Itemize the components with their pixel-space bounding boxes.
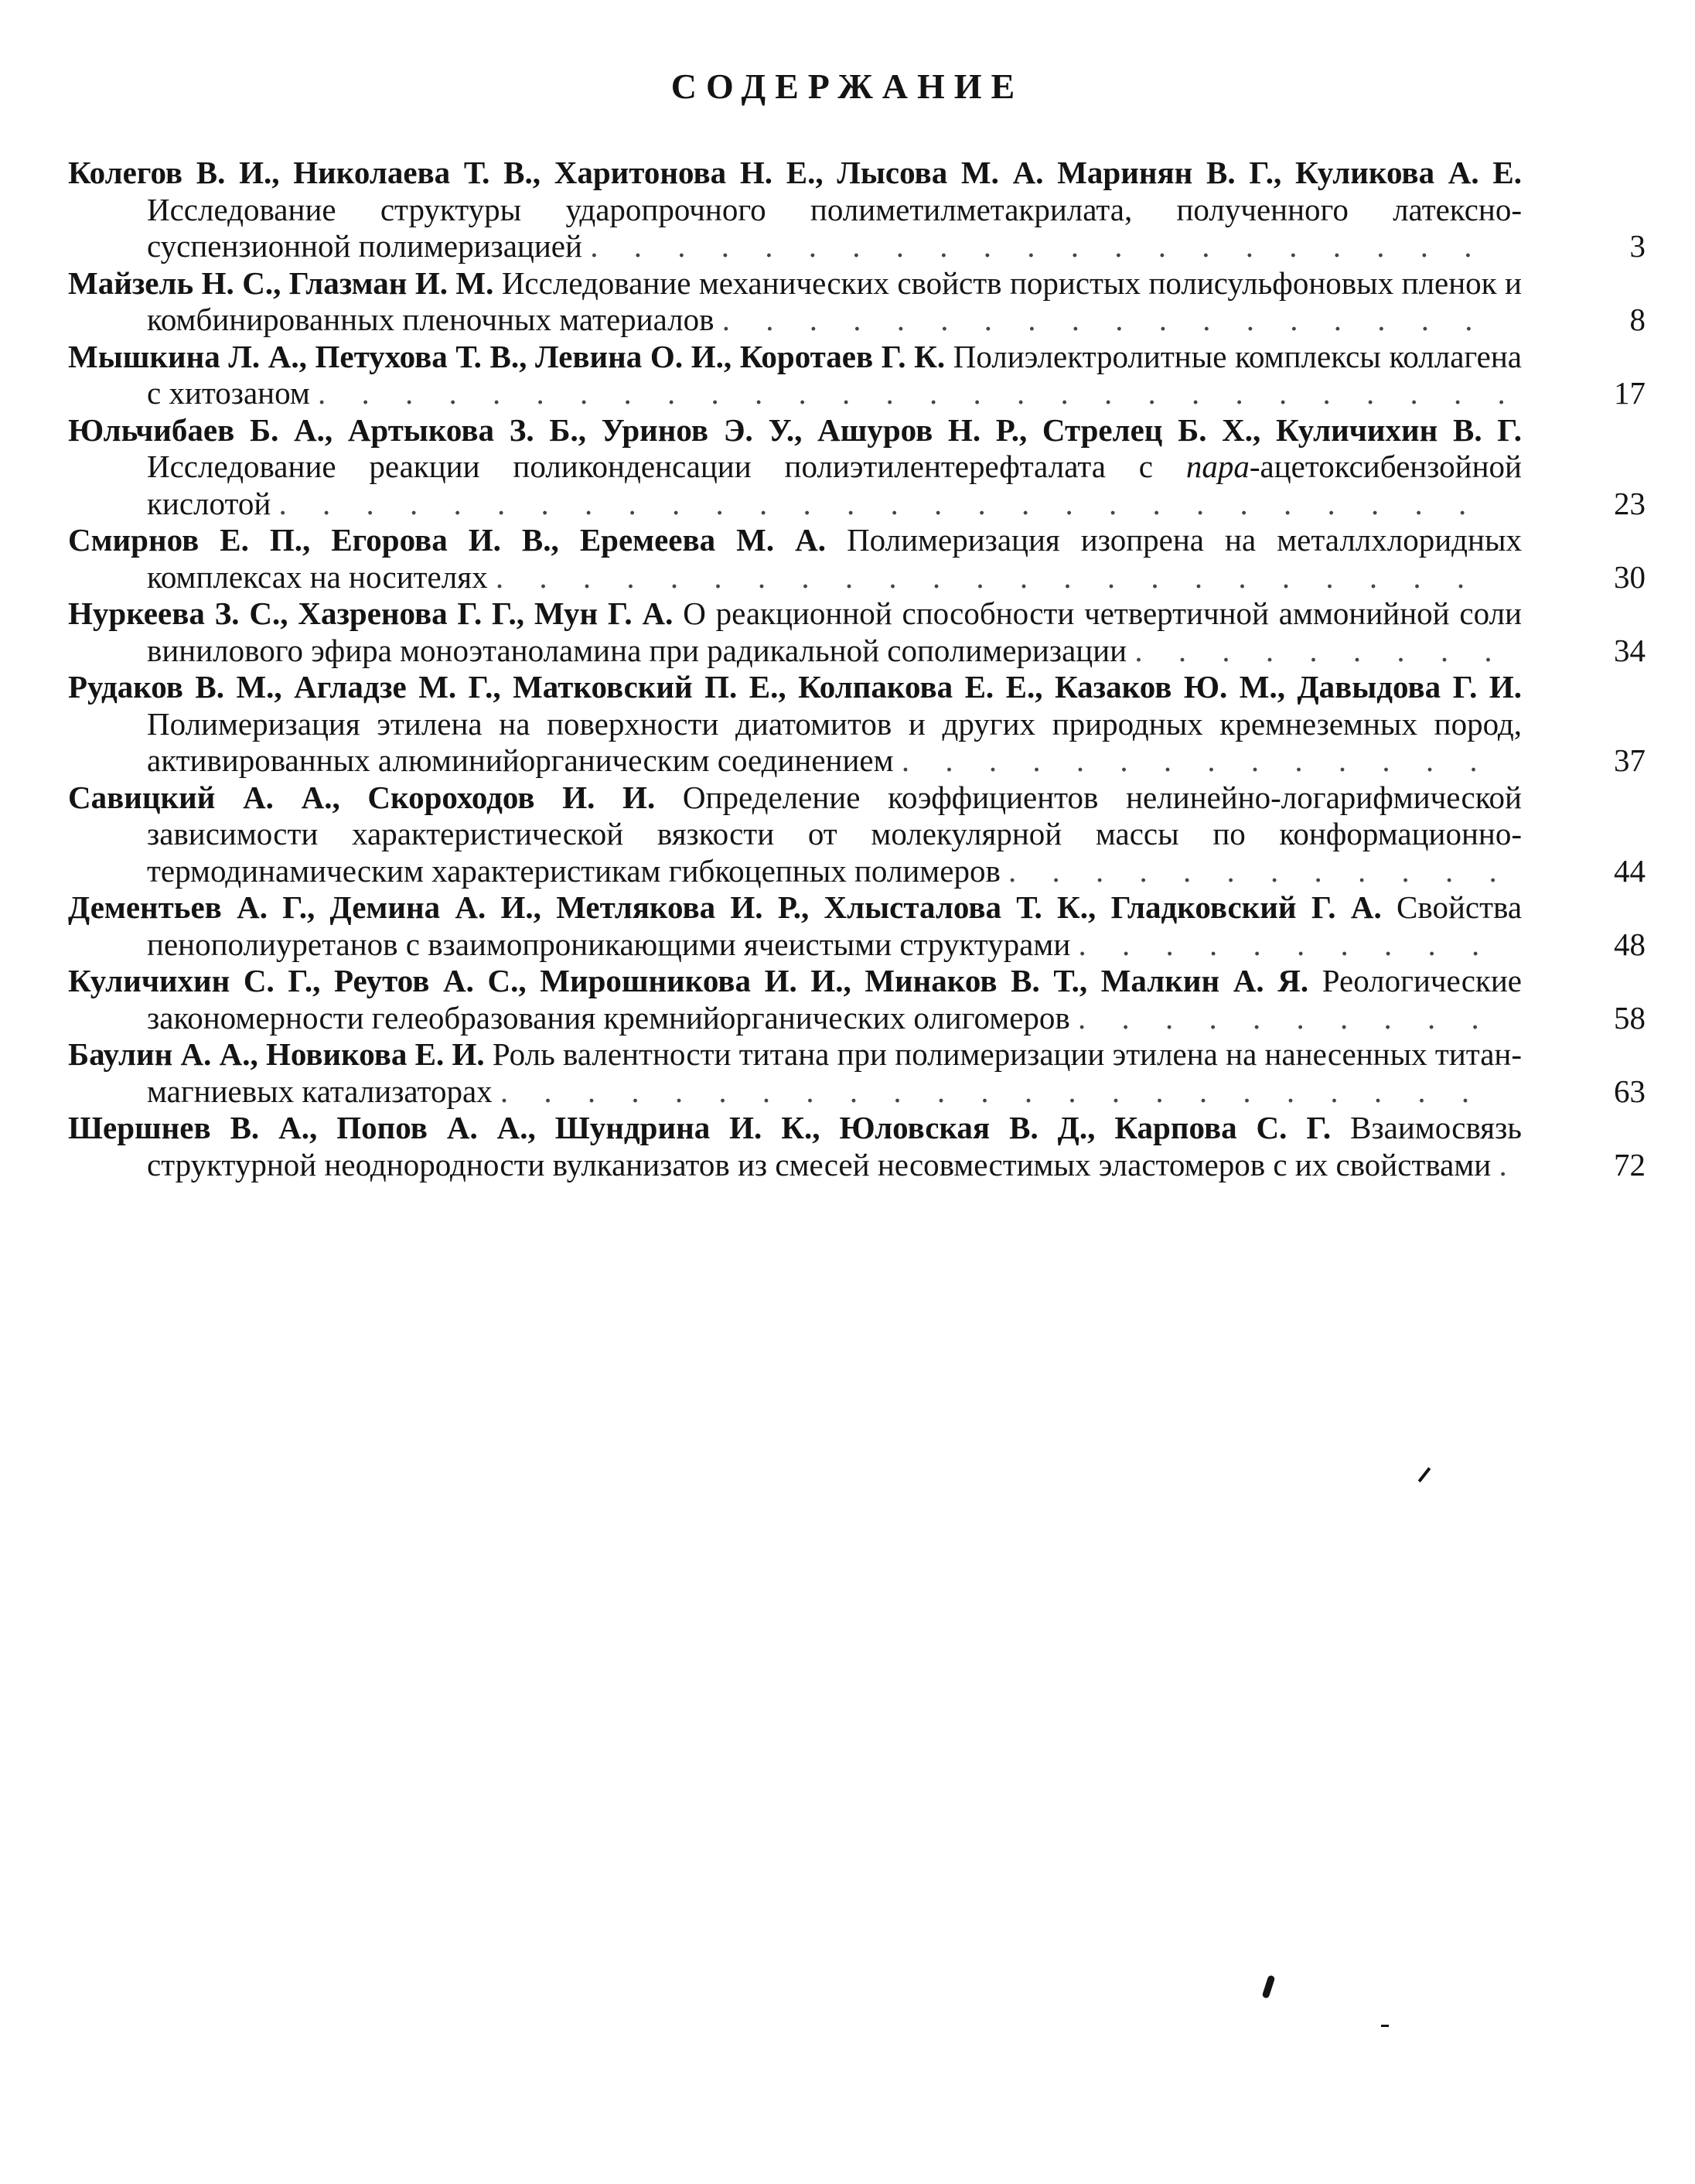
toc-article-title: Исследование реакции поликонденсации полиэтилентерефталата с: [147, 449, 1186, 484]
toc-authors: Колегов В. И., Николаева Т. В., Харитонова Н. Е., Лысова М. А. Маринян В. Г., Куликова А. Е.: [68, 155, 1522, 190]
dot-leader: . . . . . . . . . . . . . . . . . .: [721, 302, 1487, 337]
toc-entry: [68, 155, 1646, 265]
toc-authors: Нуркеева З. С., Хазренова Г. Г., Мун Г. А.: [68, 595, 674, 631]
toc-entry-text: [68, 265, 1522, 339]
toc-authors: Майзель Н. С., Глазман И. М.: [68, 264, 494, 301]
toc-article-title: Свойства пенополиуретанов с взаимопроникающими ячеистыми структурами: [147, 889, 1523, 962]
toc-article-title: Исследование механических свойств пористых полисульфоновых пленок и комбинированных пленочных материалов: [147, 264, 1522, 337]
dot-leader: . . . . . . . . . . . . . .: [901, 742, 1492, 778]
toc-article-title-italic: пара: [1185, 449, 1250, 484]
scan-speck: [1262, 1974, 1276, 1998]
toc-authors: Смирнов Е. П., Егорова И. В., Еремеева М. А.: [68, 522, 827, 558]
toc-entry-text: [68, 522, 1522, 595]
toc-article-title: Определение коэффициентов нелинейно-логарифмической зависимости характеристической вязкости от молекулярной массы по конформационно-термодинамическим характеристикам гибкоцепных полимеров: [147, 779, 1522, 889]
toc-article-title: Исследование структуры ударопрочного полиметилметакрилата, полученного латексно-суспензионной полимеризацией: [147, 191, 1522, 264]
toc-article-title: Взаимосвязь структурной неоднородности вулканизатов из смесей несовместимых эластомеров с их свойствами: [147, 1110, 1523, 1182]
toc-page-number: 72: [1614, 1146, 1646, 1182]
toc-article-title: Роль валентности титана при полимеризации этилена на нанесенных титан-магниевых катализаторах: [147, 1036, 1523, 1109]
toc-entry: [68, 669, 1646, 780]
toc-entry-text: [68, 1110, 1522, 1183]
toc-authors: Юльчибаев Б. А., Артыкова З. Б., Уринов Э. У., Ашуров Н. Р., Стрелец Б. Х., Куличихин В. Г.: [68, 411, 1522, 448]
toc-article-title: Реологические закономерности гелеобразования кремнийорганических олигомеров: [147, 963, 1522, 1036]
toc-entry: [68, 1110, 1646, 1183]
toc-article-title: Полиэлектролитные комплексы коллагена с хитозаном: [147, 338, 1523, 411]
toc-page-number: 30: [1614, 558, 1646, 595]
toc-page-number: 34: [1614, 632, 1646, 668]
toc-entry: [68, 522, 1646, 595]
toc-entry-text: [68, 595, 1522, 669]
dot-leader: . . . . . . . . . .: [1078, 999, 1493, 1036]
table-of-contents: [68, 155, 1646, 1183]
toc-page-number: 23: [1614, 485, 1646, 521]
toc-page-number: 17: [1614, 375, 1646, 411]
toc-page-number: 8: [1629, 302, 1646, 337]
toc-page-number: 48: [1614, 926, 1646, 962]
toc-entry: [68, 339, 1646, 412]
toc-authors: Дементьев А. Г., Демина А. И., Метлякова И. Р., Хлысталова Т. К., Гладковский Г. А.: [68, 889, 1382, 925]
dot-leader: . . . . . . . . . . . .: [1008, 852, 1511, 889]
toc-authors: Шершнев В. А., Попов А. А., Шундрина И. К., Юловская В. Д., Карпова С. Г.: [68, 1110, 1332, 1145]
toc-authors: Мышкина Л. А., Петухова Т. В., Левина О. И., Коротаев Г. К.: [68, 338, 946, 374]
dot-leader: . . . . . . . . . . . . . . . . . . . . . . .: [500, 1073, 1484, 1109]
toc-entry-text: [68, 889, 1522, 963]
toc-page-number: 37: [1614, 742, 1646, 778]
toc-page-number: 3: [1629, 228, 1646, 264]
toc-authors: Савицкий А. А., Скороходов И. И.: [68, 779, 656, 815]
toc-entry: [68, 595, 1646, 669]
toc-entry-text: [68, 1036, 1522, 1110]
page-title: СОДЕРЖАНИЕ: [670, 67, 1025, 106]
dot-leader: . . . . . . . . . . . . . . . . . . . . .: [590, 228, 1486, 264]
dot-leader: . . . . . . . . . . . . . . . . . . . . . . . . . . . .: [278, 485, 1481, 521]
toc-entry: [68, 265, 1646, 339]
toc-authors: Рудаков В. М., Агладзе М. Г., Матковский П. Е., Колпакова Е. Е., Казаков Ю. М., Давыдова Г. И.: [68, 669, 1522, 705]
toc-page-number: 63: [1614, 1073, 1646, 1109]
toc-article-title: О реакционной способности четвертичной аммонийной соли винилового эфира моноэтаноламина при радикальной сополимеризации: [147, 595, 1522, 668]
toc-entry: [68, 963, 1646, 1036]
scan-speck: [1381, 2025, 1389, 2027]
dot-leader: . . . . . . . . .: [1134, 632, 1506, 668]
toc-entry-text: [68, 669, 1522, 780]
dot-leader: . . . . . . . . . . . . . . . . . . . . . . . . . . . .: [318, 375, 1519, 411]
toc-article-title: Полимеризация этилена на поверхности диатомитов и других природных кремнеземных пород, активированных алюминийорганическим соединением: [147, 705, 1522, 778]
toc-entry-text: [68, 155, 1522, 265]
dot-leader: . . . . . . . . . .: [1078, 926, 1494, 962]
toc-article-title: Полимеризация изопрена на металлхлоридных комплексах на носителях: [147, 522, 1523, 595]
toc-entry: [68, 412, 1646, 523]
dot-leader: . . . . . . . . . . . . . . . . . . . . . . .: [495, 558, 1479, 595]
toc-entry: [68, 780, 1646, 890]
toc-entry: [68, 889, 1646, 963]
toc-entry-text: [68, 963, 1522, 1036]
scan-speck: [1418, 1467, 1431, 1483]
toc-page-number: 44: [1614, 852, 1646, 889]
dot-leader: .: [1499, 1146, 1521, 1182]
toc-page-number: 58: [1614, 999, 1646, 1036]
toc-article-title-cont: -ацетоксибензойной кислотой: [147, 449, 1522, 521]
toc-entry-text: [68, 780, 1522, 890]
toc-entry-text: [68, 339, 1522, 412]
toc-entry: [68, 1036, 1646, 1110]
toc-entry-text: [68, 412, 1522, 523]
toc-authors: Куличихин С. Г., Реутов А. С., Мирошникова И. И., Минаков В. Т., Малкин А. Я.: [68, 963, 1309, 998]
toc-authors: Баулин А. А., Новикова Е. И.: [68, 1036, 485, 1072]
